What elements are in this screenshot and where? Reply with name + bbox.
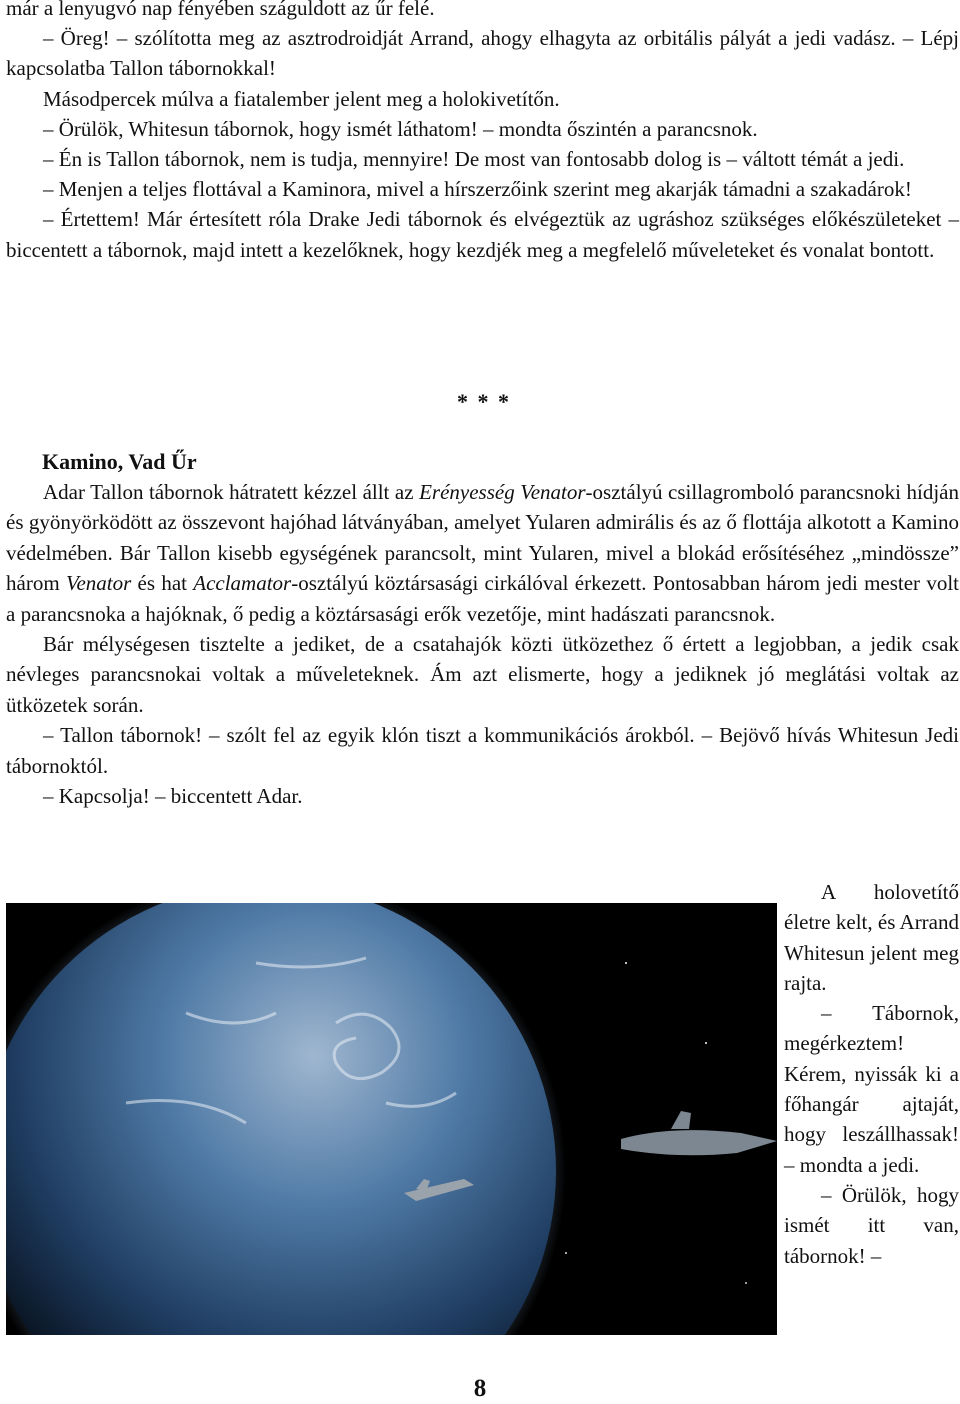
paragraph: Bár mélységesen tisztelte a jediket, de a csatahajók közti ütközethez ő értett a legjobban, a jedik csak névleges parancsnokai voltak a műveleteknek. Ám azt elismerte, hogy a jediknek jó meglátási voltak az ütközetek során. [6,632,959,717]
section-heading: Kamino, Vad Űr [42,449,197,474]
ship-class: Venator [520,480,586,504]
paragraph: – Öreg! – szólította meg az asztrodroidját Arrand, ahogy elhagyta az orbitális pályát a jedi vadász. – Lépj kapcsolatba Tallon tábornokkal! [6,26,959,81]
paragraph: – Menjen a teljes flottával a Kaminora, mivel a hírszerzőink szerint meg akarják támadni a szakadárok! [43,177,912,202]
paragraph: – Tábornok, megérkeztem! Kérem, nyissák ki a főhangár ajtaját, hogy leszállhassak! – mondta a jedi. [784,1001,959,1177]
top-text-block [6,0,959,265]
paragraph: – Örülök, Whitesun tábornok, hogy ismét láthatom! – mondta őszintén a parancsnok. [43,116,758,141]
page-number: 8 [473,1375,487,1402]
paragraph: – Kapcsolja! – biccentett Adar. [43,784,303,809]
paragraph: Adar Tallon tábornok hátratett kézzel állt az Erényesség Venator-osztályú csillagromboló parancsnoki hídján és gyönyörködött az összevont hajóhad látványában, amelyet Yularen admirális és az ő flottája alkotott a Kamino védelmében. Bár Tallon kisebb egységének parancsolt, mint Yularen, mivel a blokád erősítéséhez „mindössze” három Venator és hat Acclamator-osztályú köztársasági cirkálóval érkezett. Pontosabban három jedi mester volt a parancsnoka a hajóknak, ő pedig a köztársasági erők vezetője, mint hadászati parancsnok. [6,480,959,626]
paragraph: – Én is Tallon tábornok, nem is tudja, mennyire! De most van fontosabb dolog is – váltott témát a jedi. [43,147,905,172]
scene-separator: * * * [457,389,511,414]
starship-icon [621,1111,777,1155]
paragraph: Másodpercek múlva a fiatalember jelent meg a holokivetítőn. [43,86,560,111]
ship-class: Venator [65,571,132,596]
paragraph: – Tallon tábornok! – szólt fel az egyik klón tiszt a kommunikációs árokból. – Bejövő hívás Whitesun Jedi tábornoktól. [6,723,959,778]
paragraph: – Örülök, hogy ismét itt van, tábornok! – [784,1182,959,1268]
kamino-planet-image [6,903,777,1335]
space-illustration [6,903,777,1335]
paragraph: A holovetítő életre kelt, és Arrand Whitesun jelent meg rajta. [784,880,959,995]
paragraph: – Értettem! Már értesített róla Drake Jedi tábornok és elvégeztük az ugráshoz szükséges előkészületeket – biccentett a tábornok, majd intett a kezelőknek, hogy kezdjék meg a megfelelő műveleteket és vonalat bontott. [6,207,959,262]
paragraph: már a lenyugvó nap fényében száguldott az űr felé. [6,0,435,20]
side-text-column [784,877,959,1271]
ship-class: Acclamator [193,571,292,596]
ship-name: Erényesség [419,480,515,504]
section-body [6,477,959,811]
